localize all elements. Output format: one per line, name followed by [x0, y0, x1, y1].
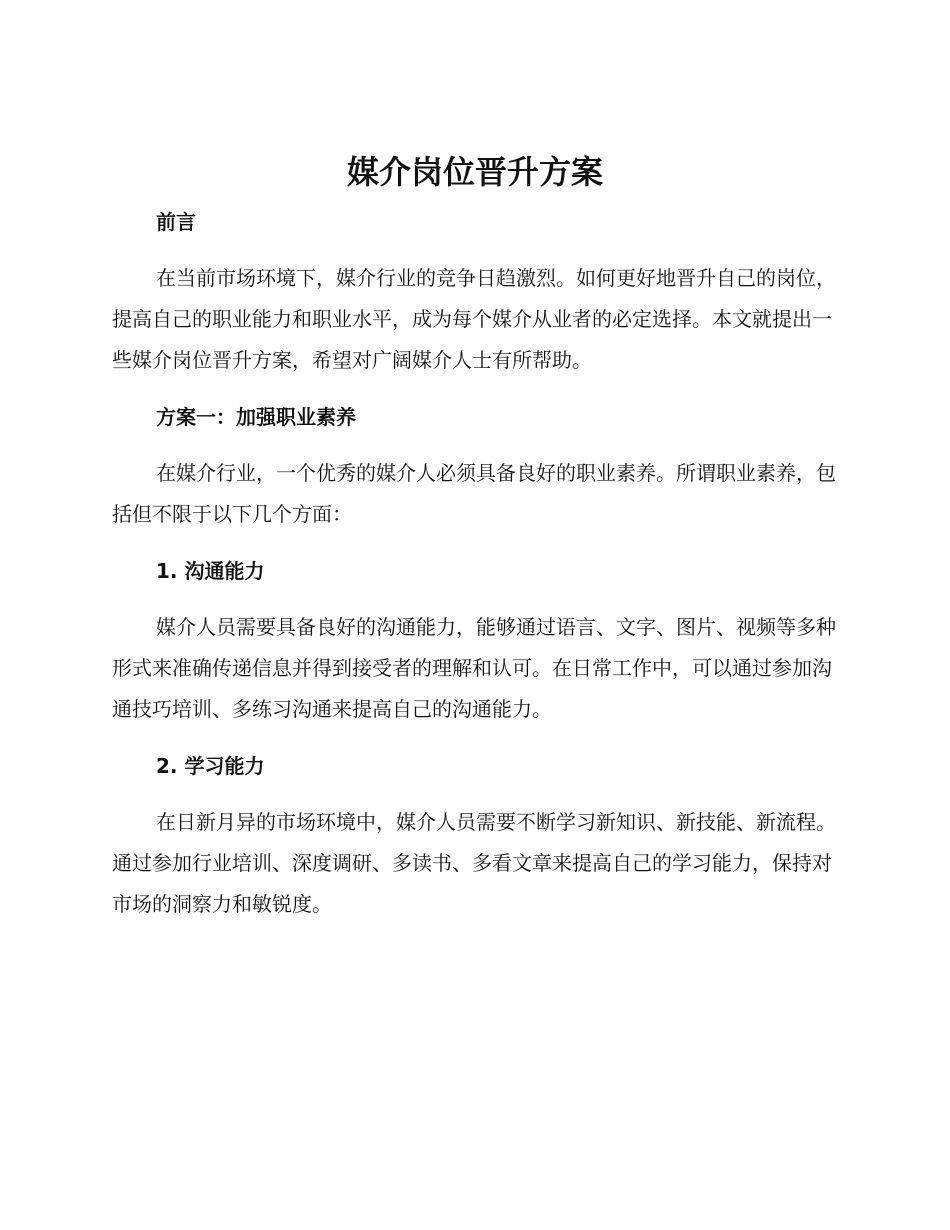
- section-paragraph: 媒介人员需要具备良好的沟通能力，能够通过语言、文字、图片、视频等多种形式来准确传递信息并得到接受者的理解和认可。在日常工作中，可以通过参加沟通技巧培训、多练习沟通来提高自己的沟通能力。: [112, 615, 836, 721]
- section-heading: 前言: [156, 210, 196, 234]
- section-plan-one: [112, 397, 838, 551]
- section-learning: [112, 746, 838, 925]
- document-title: 媒介岗位晋升方案: [346, 153, 603, 191]
- section-heading: 方案一：加强职业素养: [156, 405, 356, 429]
- section-paragraph: 在当前市场环境下，媒介行业的竞争日趋激烈。如何更好地晋升自己的岗位，提高自己的职业能力和职业水平，成为每个媒介从业者的必定选择。本文就提出一些媒介岗位晋升方案，希望对广阔媒介人士有所帮助。: [112, 266, 836, 372]
- document-body: [112, 202, 838, 925]
- section-communication: [112, 551, 838, 746]
- section-paragraph: 在日新月异的市场环境中，媒介人员需要不断学习新知识、新技能、新流程。通过参加行业培训、深度调研、多读书、多看文章来提高自己的学习能力，保持对市场的洞察力和敏锐度。: [112, 810, 836, 916]
- section-preface: [112, 202, 838, 397]
- section-paragraph: 在媒介行业，一个优秀的媒介人必须具备良好的职业素养。所谓职业素养，包括但不限于以下几个方面：: [112, 461, 836, 526]
- section-heading: 1. 沟通能力: [156, 559, 265, 583]
- section-heading: 2. 学习能力: [156, 754, 265, 778]
